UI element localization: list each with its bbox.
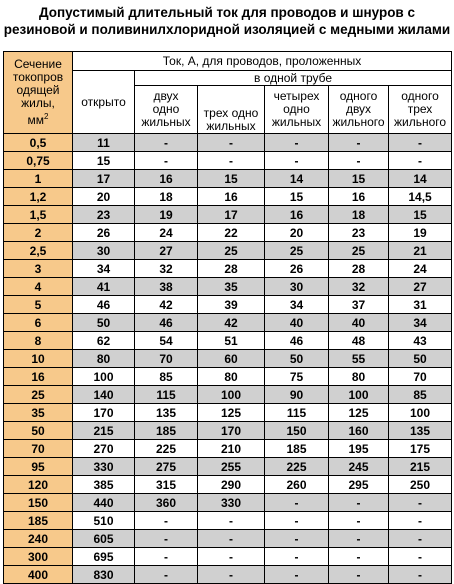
table-row [4, 134, 452, 152]
column-header [135, 86, 198, 134]
current-cell: 80 [198, 368, 265, 386]
current-cell: 100 [198, 386, 265, 404]
section-cell: 25 [4, 386, 73, 404]
section-header-line: токопров [12, 70, 64, 84]
current-cell: 46 [73, 296, 135, 314]
current-cell: 19 [389, 224, 452, 242]
current-cell: 60 [198, 350, 265, 368]
table-row [4, 566, 452, 584]
current-cell: 295 [329, 476, 389, 494]
current-cell: 22 [198, 224, 265, 242]
title-line-1: Допустимый длительный ток для проводов и шнуров с [38, 5, 415, 20]
table-row [4, 404, 452, 422]
current-cell: 245 [329, 458, 389, 476]
section-cell: 185 [4, 512, 73, 530]
current-cell: 14 [265, 170, 329, 188]
current-cell: 21 [389, 242, 452, 260]
current-cell: 830 [73, 566, 135, 584]
table-row [4, 422, 452, 440]
table-row [4, 458, 452, 476]
current-cell: 275 [135, 458, 198, 476]
current-cell: 15 [73, 152, 135, 170]
current-cell: 55 [329, 350, 389, 368]
current-cell: 170 [73, 404, 135, 422]
current-cell: 42 [198, 314, 265, 332]
current-cell: 125 [198, 404, 265, 422]
table-row [4, 296, 452, 314]
current-cell: 80 [329, 368, 389, 386]
current-cell: 330 [73, 458, 135, 476]
current-cell: - [265, 530, 329, 548]
current-cell: 15 [329, 170, 389, 188]
current-cell: 100 [389, 404, 452, 422]
current-cell: 695 [73, 548, 135, 566]
current-cell: 20 [265, 224, 329, 242]
current-cell: - [329, 512, 389, 530]
current-cell: 24 [135, 224, 198, 242]
current-cell: 210 [198, 440, 265, 458]
current-cell: - [135, 548, 198, 566]
section-cell: 10 [4, 350, 73, 368]
current-cell: 40 [329, 314, 389, 332]
current-cell: 125 [329, 404, 389, 422]
current-cell: - [198, 566, 265, 584]
current-cell: 260 [265, 476, 329, 494]
column-header-line: одного [401, 89, 439, 103]
column-header [265, 86, 329, 134]
current-cell: - [329, 548, 389, 566]
table-row [4, 512, 452, 530]
current-cell: 37 [329, 296, 389, 314]
current-cell: 330 [198, 494, 265, 512]
current-cell: 225 [265, 458, 329, 476]
section-cell: 120 [4, 476, 73, 494]
column-header-line: жильных [271, 115, 322, 129]
current-cell: 14 [389, 170, 452, 188]
current-cell: 14,5 [389, 188, 452, 206]
current-cell: 28 [198, 260, 265, 278]
current-cell: - [265, 512, 329, 530]
current-cell: 135 [135, 404, 198, 422]
current-cell: - [198, 134, 265, 152]
current-cell: 85 [389, 386, 452, 404]
column-header-line: двух [153, 89, 179, 103]
current-cell: - [329, 530, 389, 548]
table-row [4, 476, 452, 494]
current-cell: 30 [73, 242, 135, 260]
current-cell: 26 [73, 224, 135, 242]
current-cell: 140 [73, 386, 135, 404]
current-cell: 25 [265, 242, 329, 260]
current-cell: 250 [389, 476, 452, 494]
current-cell: 50 [389, 350, 452, 368]
current-cell: 18 [135, 188, 198, 206]
current-cell: 62 [73, 332, 135, 350]
section-cell: 4 [4, 278, 73, 296]
current-cell: 34 [389, 314, 452, 332]
section-cell: 70 [4, 440, 73, 458]
table-row [4, 188, 452, 206]
section-cell: 5 [4, 296, 73, 314]
current-cell: - [198, 512, 265, 530]
current-cell: 40 [265, 314, 329, 332]
section-cell: 6 [4, 314, 73, 332]
current-cell: 26 [265, 260, 329, 278]
current-cell: 510 [73, 512, 135, 530]
section-header [4, 52, 73, 134]
section-cell: 3 [4, 260, 73, 278]
current-cell: 80 [73, 350, 135, 368]
section-header-line: жилы, [21, 96, 55, 110]
current-cell: 135 [389, 422, 452, 440]
section-cell: 0,5 [4, 134, 73, 152]
section-header-line [4, 110, 72, 127]
current-cell: 18 [329, 206, 389, 224]
current-cell: 17 [198, 206, 265, 224]
current-cell: 15 [198, 170, 265, 188]
table-row [4, 224, 452, 242]
current-cell: 39 [198, 296, 265, 314]
current-cell: - [389, 152, 452, 170]
current-cell: - [265, 494, 329, 512]
current-cell: 28 [329, 260, 389, 278]
table-row [4, 242, 452, 260]
current-cell: 20 [73, 188, 135, 206]
section-cell: 1,5 [4, 206, 73, 224]
current-cell: 385 [73, 476, 135, 494]
table-row [4, 206, 452, 224]
current-cell: 315 [135, 476, 198, 494]
current-cell: 27 [135, 242, 198, 260]
column-header-line: одно [152, 102, 180, 116]
current-cell: - [389, 530, 452, 548]
current-cell: 11 [73, 134, 135, 152]
table-row [4, 278, 452, 296]
section-cell: 400 [4, 566, 73, 584]
current-cell: 185 [265, 440, 329, 458]
title-line-2: резиновой и поливинилхлоридной изоляцией с медными жилами [3, 22, 451, 37]
column-header-line: трех одно [203, 106, 259, 120]
current-cell: 16 [198, 188, 265, 206]
column-header-line: одно [283, 102, 310, 116]
current-cell: - [198, 548, 265, 566]
section-cell: 95 [4, 458, 73, 476]
current-cell: - [135, 566, 198, 584]
current-cell: 290 [198, 476, 265, 494]
column-header-line: жильного [393, 115, 447, 129]
column-header [389, 86, 452, 134]
section-cell: 240 [4, 530, 73, 548]
current-cell: 185 [135, 422, 198, 440]
current-cell: 15 [389, 206, 452, 224]
table-row [4, 332, 452, 350]
current-cell: - [389, 494, 452, 512]
current-cell: 43 [389, 332, 452, 350]
section-header-line: Сечение [14, 57, 62, 71]
current-cell: - [135, 512, 198, 530]
section-cell: 2,5 [4, 242, 73, 260]
section-header-sup: 2 [44, 112, 49, 121]
current-cell: - [389, 548, 452, 566]
table-row [4, 368, 452, 386]
table-row [4, 314, 452, 332]
column-header-line: жильного [332, 115, 385, 129]
table-title [0, 0, 454, 46]
current-cell: - [135, 530, 198, 548]
current-cell: 115 [265, 404, 329, 422]
open-header: открыто [73, 71, 135, 134]
current-cell: 23 [329, 224, 389, 242]
current-cell: - [135, 152, 198, 170]
section-cell: 150 [4, 494, 73, 512]
current-cell: - [265, 566, 329, 584]
current-cell: 51 [198, 332, 265, 350]
current-cell: - [265, 152, 329, 170]
current-cell: 16 [265, 206, 329, 224]
current-cell: 41 [73, 278, 135, 296]
current-cell: - [265, 548, 329, 566]
column-header-line: жильных [141, 115, 191, 129]
current-cell: 50 [73, 314, 135, 332]
current-cell: - [329, 152, 389, 170]
current-cell: 225 [135, 440, 198, 458]
column-header-line: одного [339, 89, 378, 103]
column-header-line: четырех [273, 89, 320, 103]
section-cell: 16 [4, 368, 73, 386]
current-cell: 170 [198, 422, 265, 440]
current-cell: 70 [135, 350, 198, 368]
current-cell: - [329, 134, 389, 152]
column-header-line: жильных [206, 119, 256, 133]
current-cell: 215 [389, 458, 452, 476]
current-cell: - [265, 134, 329, 152]
section-cell: 300 [4, 548, 73, 566]
table-row [4, 494, 452, 512]
current-cell: 34 [73, 260, 135, 278]
table-row [4, 530, 452, 548]
current-cell: 15 [265, 188, 329, 206]
current-cell: 75 [265, 368, 329, 386]
table-row [4, 440, 452, 458]
table-row [4, 260, 452, 278]
current-cell: 175 [389, 440, 452, 458]
current-cell: 270 [73, 440, 135, 458]
current-cell: 90 [265, 386, 329, 404]
current-cell: 54 [135, 332, 198, 350]
current-cell: 440 [73, 494, 135, 512]
current-cell: 85 [135, 368, 198, 386]
current-cell: 195 [329, 440, 389, 458]
table-row [4, 386, 452, 404]
column-header [198, 86, 265, 134]
current-cell: - [389, 566, 452, 584]
section-cell: 1 [4, 170, 73, 188]
current-cell: - [135, 134, 198, 152]
in-pipe-header: в одной трубе [135, 71, 452, 86]
current-cell: 16 [329, 188, 389, 206]
section-cell: 1,2 [4, 188, 73, 206]
column-header [329, 86, 389, 134]
current-group-header: Ток, А, для проводов, проложенных [73, 52, 452, 71]
current-cell: 115 [135, 386, 198, 404]
current-cell: 255 [198, 458, 265, 476]
current-cell: 38 [135, 278, 198, 296]
column-header-line: трех [407, 102, 433, 116]
section-cell: 50 [4, 422, 73, 440]
current-cell: 50 [265, 350, 329, 368]
table-row [4, 548, 452, 566]
current-cell: 31 [389, 296, 452, 314]
current-cell: 23 [73, 206, 135, 224]
column-header-line: двух [345, 102, 372, 116]
current-cell: 30 [265, 278, 329, 296]
current-cell: 70 [389, 368, 452, 386]
current-cell: 100 [329, 386, 389, 404]
current-cell: 46 [135, 314, 198, 332]
current-cell: 25 [329, 242, 389, 260]
current-cell: 42 [135, 296, 198, 314]
current-cell: 48 [329, 332, 389, 350]
section-header-unit: мм [27, 113, 45, 127]
current-cell: 150 [265, 422, 329, 440]
current-cell: 25 [198, 242, 265, 260]
table-row [4, 170, 452, 188]
current-cell: 360 [135, 494, 198, 512]
table-row [4, 350, 452, 368]
current-cell: 17 [73, 170, 135, 188]
current-table [3, 51, 452, 584]
current-cell: 16 [135, 170, 198, 188]
current-cell: 605 [73, 530, 135, 548]
current-cell: - [329, 494, 389, 512]
current-cell: 215 [73, 422, 135, 440]
current-cell: - [329, 566, 389, 584]
current-cell: 32 [135, 260, 198, 278]
section-header-line: одящей [16, 83, 60, 97]
current-cell: - [389, 134, 452, 152]
table-body [4, 134, 452, 584]
current-cell: 100 [73, 368, 135, 386]
current-cell: 46 [265, 332, 329, 350]
current-cell: 19 [135, 206, 198, 224]
section-cell: 0,75 [4, 152, 73, 170]
section-cell: 35 [4, 404, 73, 422]
current-cell: - [198, 530, 265, 548]
section-cell: 2 [4, 224, 73, 242]
current-cell: 24 [389, 260, 452, 278]
current-cell: 35 [198, 278, 265, 296]
section-cell: 8 [4, 332, 73, 350]
current-cell: - [198, 152, 265, 170]
table-row [4, 152, 452, 170]
current-cell: 34 [265, 296, 329, 314]
current-cell: 32 [329, 278, 389, 296]
current-cell: - [389, 512, 452, 530]
current-cell: 27 [389, 278, 452, 296]
current-cell: 160 [329, 422, 389, 440]
